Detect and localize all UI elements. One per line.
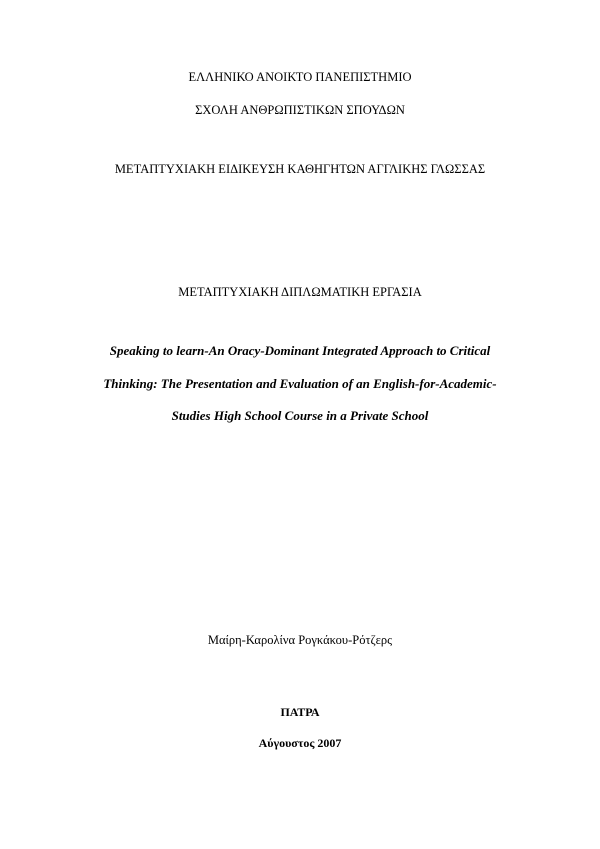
date: Αύγουστος 2007 [258, 736, 342, 750]
thesis-title-line-3: Studies High School Course in a Private School [171, 408, 429, 423]
author-name: Μαίρη-Καρολίνα Ρογκάκου-Ρότζερς [207, 633, 393, 647]
thesis-type: ΜΕΤΑΠΤΥΧΙΑΚΗ ΔΙΠΛΩΜΑΤΙΚΗ ΕΡΓΑΣΙΑ [178, 285, 422, 299]
school-name: ΣΧΟΛΗ ΑΝΘΡΩΠΙΣΤΙΚΩΝ ΣΠΟΥΔΩΝ [195, 103, 405, 117]
university-name: ΕΛΛΗΝΙΚΟ ΑΝΟΙΚΤΟ ΠΑΝΕΠΙΣΤΗΜΙΟ [188, 70, 412, 84]
thesis-title-line-1: Speaking to learn-An Oracy-Dominant Integrated Approach to Critical [109, 343, 491, 358]
city: ΠΑΤΡΑ [280, 705, 320, 719]
thesis-title-line-2: Thinking: The Presentation and Evaluation of an English-for-Academic- [103, 376, 497, 391]
program-name: ΜΕΤΑΠΤΥΧΙΑΚΗ ΕΙΔΙΚΕΥΣΗ ΚΑΘΗΓΗΤΩΝ ΑΓΓΛΙΚΗΣ ΓΛΩΣΣΑΣ [114, 162, 486, 176]
